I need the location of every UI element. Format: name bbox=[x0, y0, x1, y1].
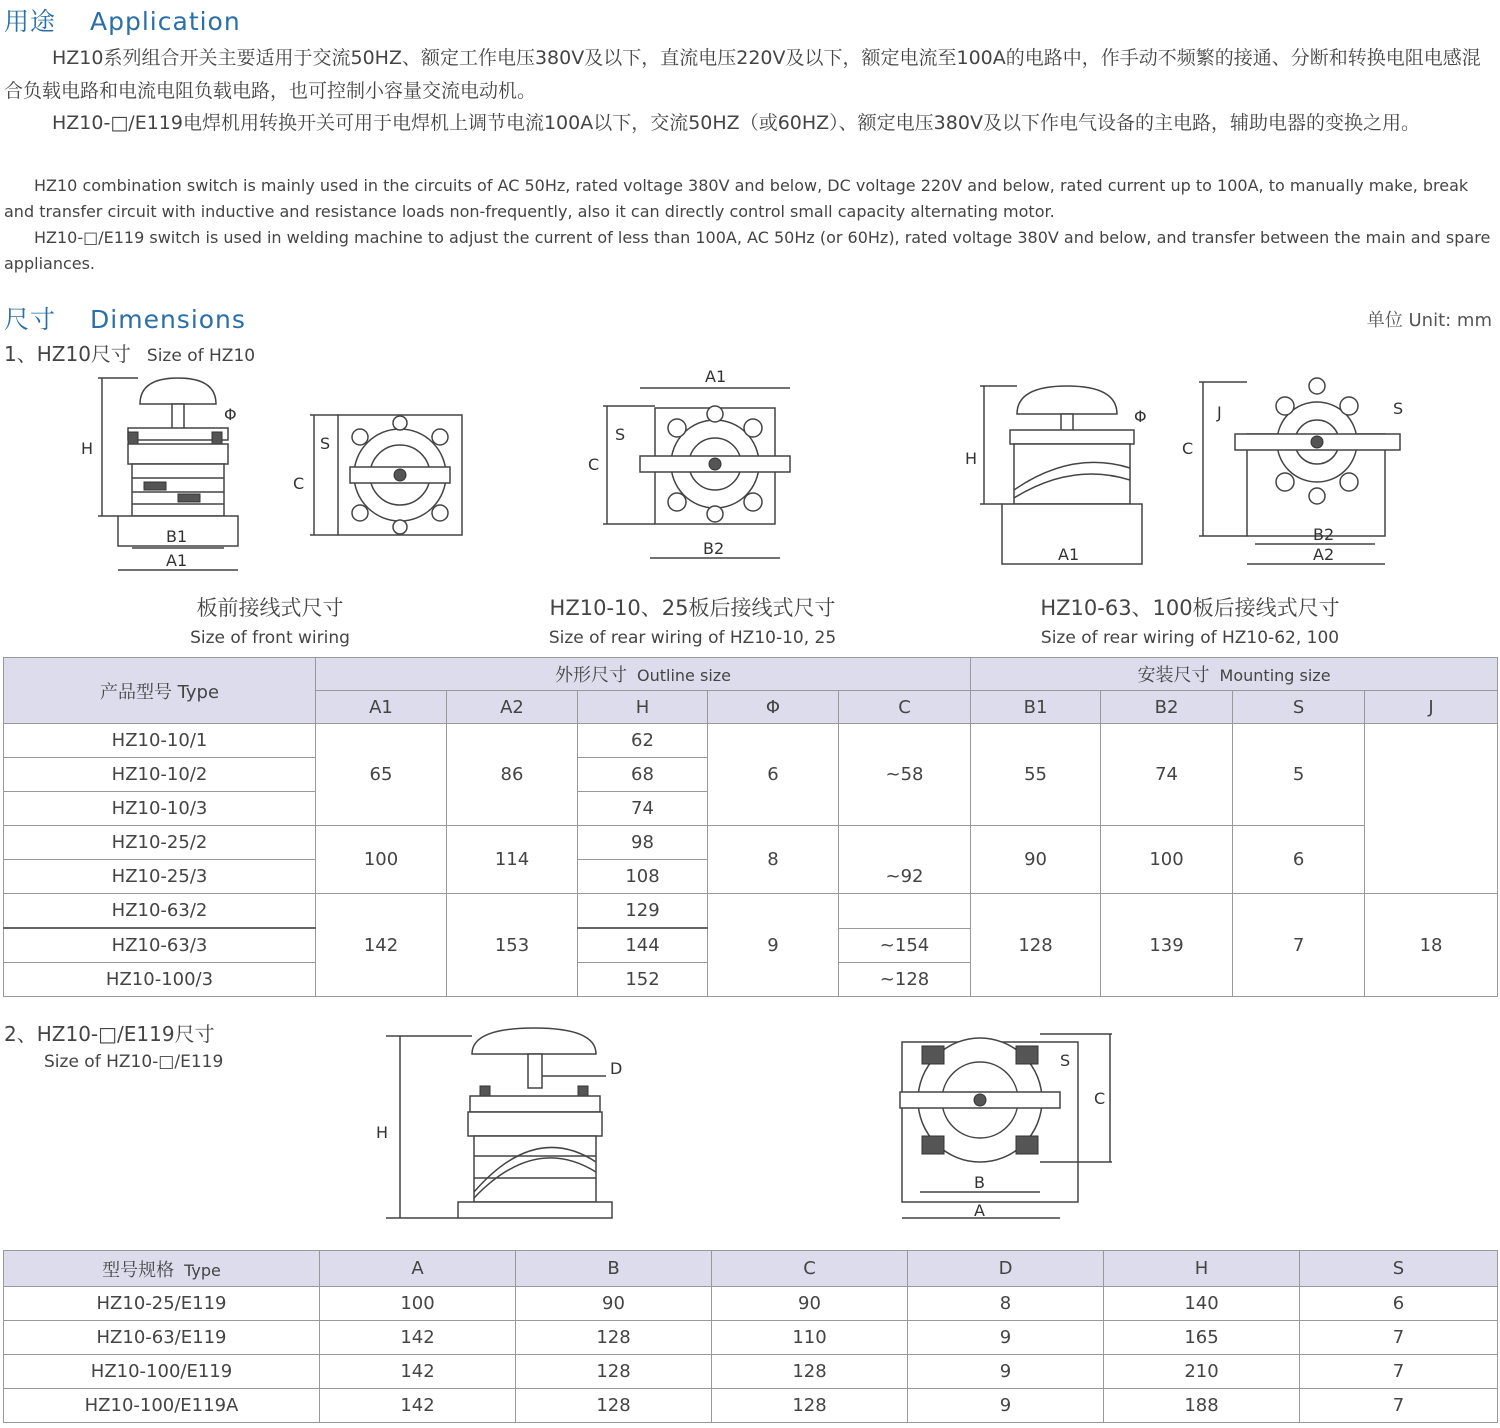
cell-phi: 8 bbox=[708, 826, 839, 894]
col-phi: Φ bbox=[708, 691, 839, 724]
cell-H: 62 bbox=[578, 724, 708, 758]
application-para1-en bbox=[4, 173, 1496, 225]
caption-rear-10-25 bbox=[520, 592, 865, 648]
drawing-e119-top-view bbox=[880, 1022, 1120, 1232]
cell-D: 9 bbox=[908, 1321, 1104, 1355]
cell-C-empty bbox=[839, 894, 971, 929]
caption-rear-63-100-en: Size of rear wiring of HZ10-62, 100 bbox=[1040, 628, 1340, 648]
table-row bbox=[4, 826, 1498, 860]
col-C: C bbox=[712, 1251, 908, 1287]
label-A-7: A bbox=[974, 1201, 985, 1220]
subsection-1-en: Size of HZ10 bbox=[146, 346, 256, 366]
cell-C: ~58 bbox=[839, 724, 971, 826]
type-cell: HZ10-100/E119A bbox=[4, 1389, 320, 1423]
cell-D: 8 bbox=[908, 1287, 1104, 1321]
cell-B: 128 bbox=[516, 1321, 712, 1355]
cell-H: 188 bbox=[1104, 1389, 1300, 1423]
label-C-5: C bbox=[1182, 439, 1194, 458]
header-mounting-cn: 安装尺寸 bbox=[1137, 665, 1210, 686]
cell-C: ~92 bbox=[839, 826, 971, 894]
subsection-2-title-en: Size of HZ10-□/E119 bbox=[44, 1052, 224, 1072]
label-B2-5: B2 bbox=[1313, 525, 1335, 544]
table-row bbox=[4, 1321, 1498, 1355]
cell-A1: 142 bbox=[316, 894, 447, 997]
cell-C: 128 bbox=[712, 1355, 908, 1389]
table-row bbox=[4, 1389, 1498, 1423]
drawing-front-top-view bbox=[290, 385, 470, 545]
col-S: S bbox=[1300, 1251, 1498, 1287]
cell-J-empty bbox=[1365, 724, 1498, 894]
col-H: H bbox=[1104, 1251, 1300, 1287]
cell-J: 18 bbox=[1365, 894, 1498, 997]
dimensions-heading-cn: 尺寸 bbox=[4, 305, 57, 334]
drawing-rear-10-25 bbox=[585, 368, 810, 568]
cell-phi: 9 bbox=[708, 894, 839, 997]
cell-B1: 55 bbox=[971, 724, 1101, 826]
label-A2-5: A2 bbox=[1313, 545, 1335, 564]
label-phi-4: Φ bbox=[1134, 407, 1147, 426]
cell-S: 6 bbox=[1233, 826, 1365, 894]
type-cell: HZ10-63/3 bbox=[4, 928, 316, 963]
cell-H: 140 bbox=[1104, 1287, 1300, 1321]
col-S: S bbox=[1233, 691, 1365, 724]
label-S-2: S bbox=[320, 434, 331, 453]
drawing-e119-side-view bbox=[370, 1022, 640, 1227]
cell-H: 98 bbox=[578, 826, 708, 860]
label-C-7: C bbox=[1094, 1089, 1106, 1108]
application-para2-cn bbox=[4, 107, 1496, 140]
application-para2-cn-text: HZ10-□/E119电焊机用转换开关可用于电焊机上调节电流100A以下，交流50HZ（或60HZ）、额定电压380V及以下作电气设备的主电路，辅助电器的变换之用。 bbox=[52, 112, 1420, 134]
type-cell: HZ10-100/3 bbox=[4, 963, 316, 997]
application-para2-en-text: HZ10-□/E119 switch is used in welding machine to adjust the current of less than 100A, AC 50Hz (or 60Hz), rated voltage 380V and below, and transfer between the main and spare appliances. bbox=[4, 228, 1491, 273]
cell-C: 90 bbox=[712, 1287, 908, 1321]
header-outline-en: Outline size bbox=[637, 666, 732, 685]
label-S-5: S bbox=[1393, 399, 1404, 418]
label-A1-4: A1 bbox=[1058, 545, 1080, 564]
cell-H: 210 bbox=[1104, 1355, 1300, 1389]
caption-rear-63-100-cn: HZ10-63、100板后接线式尺寸 bbox=[1040, 596, 1340, 620]
cell-S: 7 bbox=[1300, 1321, 1498, 1355]
label-H-4: H bbox=[965, 449, 978, 468]
table-row bbox=[4, 1287, 1498, 1321]
cell-B2: 74 bbox=[1101, 724, 1233, 826]
type-cell: HZ10-10/3 bbox=[4, 792, 316, 826]
caption-front-wiring-en: Size of front wiring bbox=[190, 628, 350, 648]
label-J-5: J bbox=[1217, 403, 1222, 422]
type-cell: HZ10-63/2 bbox=[4, 894, 316, 929]
col-A1: A1 bbox=[316, 691, 447, 724]
application-heading bbox=[4, 2, 241, 38]
header-type: 产品型号 Type bbox=[4, 658, 316, 724]
cell-C: 110 bbox=[712, 1321, 908, 1355]
caption-rear-10-25-cn: HZ10-10、25板后接线式尺寸 bbox=[549, 596, 836, 620]
caption-front-wiring bbox=[150, 592, 390, 648]
subsection-1-title bbox=[4, 338, 255, 367]
type-cell: HZ10-25/2 bbox=[4, 826, 316, 860]
col-B: B bbox=[516, 1251, 712, 1287]
e119-dimension-table bbox=[3, 1250, 1498, 1423]
type-cell: HZ10-25/E119 bbox=[4, 1287, 320, 1321]
table-row bbox=[4, 894, 1498, 929]
table-row bbox=[4, 724, 1498, 758]
label-S-7: S bbox=[1060, 1051, 1071, 1070]
cell-A1: 100 bbox=[316, 826, 447, 894]
cell-B: 128 bbox=[516, 1389, 712, 1423]
label-B2-3: B2 bbox=[703, 539, 725, 558]
type-cell: HZ10-100/E119 bbox=[4, 1355, 320, 1389]
cell-H: 108 bbox=[578, 860, 708, 894]
cell-A2: 153 bbox=[447, 894, 578, 997]
application-para1-cn bbox=[4, 42, 1496, 108]
cell-S: 5 bbox=[1233, 724, 1365, 826]
drawing-rear-63-100-top bbox=[1175, 372, 1410, 572]
cell-A: 100 bbox=[320, 1287, 516, 1321]
table-row bbox=[4, 1355, 1498, 1389]
caption-rear-63-100 bbox=[1005, 592, 1375, 648]
label-S-3: S bbox=[615, 425, 626, 444]
cell-B: 128 bbox=[516, 1355, 712, 1389]
caption-rear-10-25-en: Size of rear wiring of HZ10-10, 25 bbox=[548, 628, 837, 648]
application-para1-cn-text: HZ10系列组合开关主要适用于交流50HZ、额定工作电压380V及以下，直流电压220V及以下，额定电流至100A的电路中，作手动不频繁的接通、分断和转换电阻电感混合负载电路和电流电阻负载电路，也可控制小容量交流电动机。 bbox=[4, 47, 1481, 102]
col-A: A bbox=[320, 1251, 516, 1287]
cell-H: 152 bbox=[578, 963, 708, 997]
cell-H: 129 bbox=[578, 894, 708, 929]
dimensions-heading bbox=[4, 300, 246, 336]
cell-A: 142 bbox=[320, 1321, 516, 1355]
dimensions-heading-en: Dimensions bbox=[90, 305, 246, 334]
label-H-1: H bbox=[81, 439, 94, 458]
application-para2-en bbox=[4, 225, 1496, 277]
cell-A: 142 bbox=[320, 1355, 516, 1389]
cell-C: ~128 bbox=[839, 963, 971, 997]
cell-C: 128 bbox=[712, 1389, 908, 1423]
cell-B2: 100 bbox=[1101, 826, 1233, 894]
subsection-1-cn: 1、HZ10尺寸 bbox=[4, 342, 131, 366]
application-heading-cn: 用途 bbox=[4, 7, 57, 36]
cell-phi: 6 bbox=[708, 724, 839, 826]
cell-B1: 90 bbox=[971, 826, 1101, 894]
col-B2: B2 bbox=[1101, 691, 1233, 724]
cell-H: 74 bbox=[578, 792, 708, 826]
col-C: C bbox=[839, 691, 971, 724]
label-C-2: C bbox=[293, 474, 305, 493]
cell-A2: 114 bbox=[447, 826, 578, 894]
col-J: J bbox=[1365, 691, 1498, 724]
col-A2: A2 bbox=[447, 691, 578, 724]
cell-B: 90 bbox=[516, 1287, 712, 1321]
cell-S: 7 bbox=[1233, 894, 1365, 997]
cell-A: 142 bbox=[320, 1389, 516, 1423]
type-cell: HZ10-25/3 bbox=[4, 860, 316, 894]
hz10-dimension-table bbox=[3, 657, 1498, 997]
label-phi-1: Φ bbox=[224, 405, 237, 424]
header-type-cn: 型号规格 bbox=[102, 1259, 175, 1281]
drawing-rear-63-100-side bbox=[962, 380, 1162, 575]
cell-A1: 65 bbox=[316, 724, 447, 826]
cell-S: 6 bbox=[1300, 1287, 1498, 1321]
application-heading-en: Application bbox=[90, 7, 241, 36]
header-type-en: Type bbox=[184, 1260, 221, 1280]
cell-D: 9 bbox=[908, 1355, 1104, 1389]
cell-D: 9 bbox=[908, 1389, 1104, 1423]
label-D-6: D bbox=[610, 1059, 623, 1078]
col-D: D bbox=[908, 1251, 1104, 1287]
type-cell: HZ10-63/E119 bbox=[4, 1321, 320, 1355]
header-mounting-en: Mounting size bbox=[1219, 666, 1331, 685]
label-B-7: B bbox=[974, 1173, 985, 1192]
type-cell: HZ10-10/1 bbox=[4, 724, 316, 758]
application-para1-en-text: HZ10 combination switch is mainly used in the circuits of AC 50Hz, rated voltage 380V and below, DC voltage 220V and below, rated current up to 100A, to manually make, break and transfer circuit with inductive and resistance loads non-frequently, also it can directly control small capacity alternating motor. bbox=[4, 176, 1469, 221]
col-H: H bbox=[578, 691, 708, 724]
type-cell: HZ10-10/2 bbox=[4, 758, 316, 792]
cell-B1: 128 bbox=[971, 894, 1101, 997]
cell-S: 7 bbox=[1300, 1355, 1498, 1389]
col-B1: B1 bbox=[971, 691, 1101, 724]
label-H-6: H bbox=[376, 1123, 389, 1142]
unit-label: 单位 Unit: mm bbox=[1366, 310, 1492, 331]
cell-S: 7 bbox=[1300, 1389, 1498, 1423]
label-B1-1: B1 bbox=[166, 527, 188, 546]
subsection-2-title-cn: 2、HZ10-□/E119尺寸 bbox=[4, 1022, 215, 1046]
cell-C: ~154 bbox=[839, 928, 971, 963]
drawing-front-side-view bbox=[78, 370, 248, 580]
header-outline-size bbox=[316, 658, 971, 691]
caption-front-wiring-cn: 板前接线式尺寸 bbox=[196, 596, 344, 620]
cell-H: 68 bbox=[578, 758, 708, 792]
cell-A2: 86 bbox=[447, 724, 578, 826]
header-outline-cn: 外形尺寸 bbox=[555, 665, 628, 686]
cell-B2: 139 bbox=[1101, 894, 1233, 997]
cell-H: 144 bbox=[578, 928, 708, 963]
header-mounting-size bbox=[971, 658, 1498, 691]
label-A1-3: A1 bbox=[705, 367, 727, 386]
header-type bbox=[4, 1251, 320, 1287]
label-C-3: C bbox=[588, 455, 600, 474]
cell-H: 165 bbox=[1104, 1321, 1300, 1355]
label-A1-1: A1 bbox=[166, 551, 188, 570]
